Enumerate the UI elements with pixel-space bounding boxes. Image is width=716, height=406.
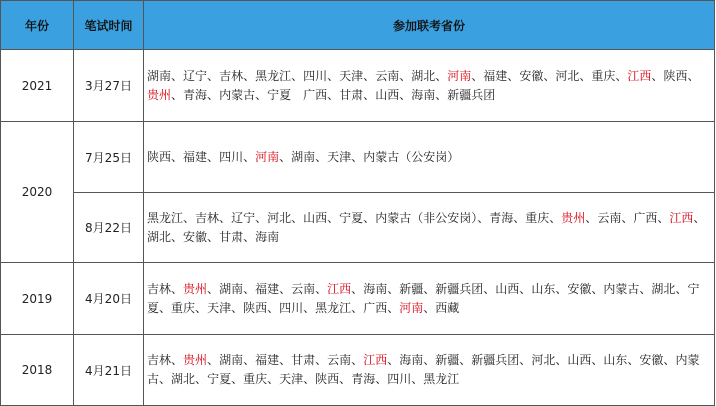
separator: 、 [243, 149, 256, 164]
separator: 、 [339, 372, 352, 386]
province-name: 四川 [303, 68, 328, 83]
separator: 、 [303, 372, 316, 386]
separator: 、 [159, 300, 172, 315]
separator: 、 [387, 300, 400, 315]
province-name: 宁夏 [147, 281, 700, 315]
province-name: 西藏 [435, 300, 460, 315]
province-name: 云南 [327, 353, 352, 367]
separator: 、 [171, 87, 184, 102]
province-name: 湖南 [219, 353, 244, 367]
separator: 、 [207, 229, 220, 244]
separator: 、 [363, 87, 376, 102]
separator: 、 [171, 149, 184, 164]
date-cell: 4月21日 [74, 335, 144, 406]
separator: 、 [507, 68, 520, 83]
separator: 、 [279, 353, 292, 367]
separator: 、 [195, 300, 208, 315]
separator: 、 [207, 68, 220, 83]
province-name: 贵州 [561, 210, 586, 225]
separator: 、 [423, 353, 436, 367]
separator: 、 [315, 281, 328, 296]
header-row [1, 1, 715, 50]
province-name: 四川 [387, 372, 412, 386]
province-name: 重庆 [525, 210, 550, 225]
separator: 、 [207, 87, 220, 102]
separator: 、 [231, 372, 244, 386]
separator: 、 [327, 210, 340, 225]
province-name: 重庆 [171, 300, 196, 315]
separator: 、 [621, 210, 634, 225]
province-name: 河南 [447, 68, 472, 83]
province-name: 江西 [669, 210, 694, 225]
province-name: 四川 [219, 149, 244, 164]
province-name: 广西 [633, 210, 658, 225]
separator: 、 [351, 149, 364, 164]
province-name: 甘肃 [219, 229, 244, 244]
table-row [1, 193, 715, 263]
province-name: 甘肃 [339, 87, 364, 102]
year-cell: 2021 [1, 50, 74, 122]
province-name: 辽宁 [183, 68, 208, 83]
province-name: 内蒙古（非公安岗） [375, 210, 478, 225]
table-row [1, 50, 715, 122]
separator: 、 [387, 353, 400, 367]
province-name: 福建 [255, 353, 280, 367]
province-name: 湖南 [291, 149, 316, 164]
province-name: 湖北 [147, 229, 172, 244]
separator: 、 [693, 210, 706, 225]
province-name: 青海 [351, 372, 376, 386]
province-name: 内蒙古 [147, 353, 700, 386]
province-name: 新疆 [399, 281, 424, 296]
separator: 、 [627, 353, 640, 367]
province-name: 河北 [555, 68, 580, 83]
province-name: 安徽 [639, 353, 664, 367]
separator: 、 [327, 87, 340, 102]
provinces-cell [144, 50, 715, 122]
separator: 、 [459, 353, 472, 367]
separator: 、 [171, 68, 184, 83]
separator: 、 [513, 210, 526, 225]
separator: 、 [663, 353, 676, 367]
separator: 、 [375, 372, 388, 386]
province-name: 安徽 [183, 229, 208, 244]
province-name: 湖北 [651, 281, 676, 296]
date-cell: 8月22日 [74, 193, 144, 263]
separator: 、 [267, 372, 280, 386]
separator: 、 [171, 353, 184, 367]
separator: 、 [171, 229, 184, 244]
province-name: 湖北 [411, 68, 436, 83]
province-name: 黑龙江 [315, 300, 352, 315]
separator: 、 [171, 281, 184, 296]
province-name: 陕西 [663, 68, 688, 83]
province-name: 福建 [483, 68, 508, 83]
separator: 、 [435, 68, 448, 83]
province-name: 青海 [489, 210, 514, 225]
separator: 、 [351, 353, 364, 367]
separator: 、 [399, 68, 412, 83]
province-name: 广西 [363, 300, 388, 315]
separator: 、 [555, 281, 568, 296]
province-name: 湖南 [147, 68, 172, 83]
separator: 、 [477, 210, 490, 225]
province-name: 山西 [303, 210, 328, 225]
province-name: 内蒙古 [603, 281, 640, 296]
separator: 、 [639, 281, 652, 296]
province-name: 安徽 [519, 68, 544, 83]
separator: 、 [243, 68, 256, 83]
header-exam-time: 笔试时间 [74, 1, 144, 50]
separator: 、 [255, 87, 268, 102]
date-cell: 4月20日 [74, 263, 144, 335]
province-name: 新疆兵团 [435, 281, 484, 296]
year-cell: 2018 [1, 335, 74, 406]
province-name: 贵州 [183, 353, 208, 367]
provinces-cell [144, 335, 715, 406]
separator: 、 [315, 149, 328, 164]
province-name: 内蒙古（公安岗） [363, 149, 460, 164]
separator: 、 [315, 353, 328, 367]
separator: 、 [687, 68, 700, 83]
header-year: 年份 [1, 1, 74, 50]
separator: 、 [399, 87, 412, 102]
separator: 、 [585, 210, 598, 225]
province-name: 吉林 [147, 281, 172, 296]
separator: 、 [423, 281, 436, 296]
province-name: 福建 [255, 281, 280, 296]
separator: 、 [387, 281, 400, 296]
province-name: 海南 [255, 229, 280, 244]
province-name: 辽宁 [231, 210, 256, 225]
separator: 、 [255, 210, 268, 225]
province-name: 江西 [363, 353, 388, 367]
province-name: 天津 [279, 372, 304, 386]
separator: 、 [435, 87, 448, 102]
province-name: 湖南 [219, 281, 244, 296]
province-name: 黑龙江 [423, 372, 460, 386]
province-name: 湖北 [171, 372, 196, 386]
separator: 、 [591, 353, 604, 367]
province-name: 新疆兵团 [471, 353, 520, 367]
province-name: 新疆 [435, 353, 460, 367]
province-name: 云南 [375, 68, 400, 83]
separator: 、 [291, 68, 304, 83]
province-name: 陕西 [243, 300, 268, 315]
province-name: 黑龙江 [255, 68, 292, 83]
province-name: 新疆兵团 [447, 87, 496, 102]
separator: 、 [207, 353, 220, 367]
separator: 、 [183, 210, 196, 225]
header-provinces: 参加联考省份 [144, 1, 715, 50]
separator: 、 [243, 353, 256, 367]
province-name: 天津 [207, 300, 232, 315]
separator: 、 [423, 300, 436, 315]
separator: 、 [279, 281, 292, 296]
separator: 、 [555, 353, 568, 367]
separator: 、 [591, 281, 604, 296]
province-name: 内蒙古 [219, 87, 256, 102]
separator: 、 [411, 372, 424, 386]
separator: 、 [675, 281, 688, 296]
province-name: 云南 [291, 281, 316, 296]
province-name: 吉林 [219, 68, 244, 83]
province-name: 重庆 [591, 68, 616, 83]
separator: 、 [543, 68, 556, 83]
separator: 、 [195, 372, 208, 386]
province-name: 宁夏 [267, 87, 292, 102]
separator [291, 88, 303, 102]
separator: 、 [471, 68, 484, 83]
separator: 、 [549, 210, 562, 225]
province-name: 广西 [303, 87, 328, 102]
province-name: 山西 [375, 87, 400, 102]
separator: 、 [243, 229, 256, 244]
separator: 、 [363, 210, 376, 225]
separator: 、 [363, 68, 376, 83]
province-name: 青海 [183, 87, 208, 102]
separator: 、 [519, 281, 532, 296]
province-name: 天津 [339, 68, 364, 83]
province-name: 黑龙江 [147, 210, 184, 225]
provinces-cell [144, 122, 715, 193]
province-name: 江西 [627, 68, 652, 83]
year-cell: 2019 [1, 263, 74, 335]
province-name: 河南 [399, 300, 424, 315]
province-name: 山东 [531, 281, 556, 296]
province-name: 贵州 [147, 87, 172, 102]
province-name: 陕西 [147, 149, 172, 164]
province-name: 陕西 [315, 372, 340, 386]
separator: 、 [219, 210, 232, 225]
province-name: 吉林 [147, 353, 172, 367]
province-name: 安徽 [567, 281, 592, 296]
province-name: 甘肃 [291, 353, 316, 367]
separator: 、 [327, 68, 340, 83]
province-name: 重庆 [243, 372, 268, 386]
separator: 、 [615, 68, 628, 83]
separator: 、 [267, 300, 280, 315]
separator: 、 [651, 68, 664, 83]
separator: 、 [519, 353, 532, 367]
separator: 、 [279, 149, 292, 164]
separator: 、 [243, 281, 256, 296]
province-name: 四川 [279, 300, 304, 315]
province-name: 河北 [531, 353, 556, 367]
province-name: 江西 [327, 281, 352, 296]
province-name: 福建 [183, 149, 208, 164]
province-name: 海南 [363, 281, 388, 296]
province-name: 河南 [255, 149, 280, 164]
separator: 、 [351, 281, 364, 296]
province-name: 贵州 [183, 281, 208, 296]
province-name: 河北 [267, 210, 292, 225]
separator: 、 [351, 300, 364, 315]
province-name: 海南 [411, 87, 436, 102]
separator: 、 [291, 210, 304, 225]
separator: 、 [579, 68, 592, 83]
province-name: 海南 [399, 353, 424, 367]
table-row [1, 335, 715, 406]
separator: 、 [483, 281, 496, 296]
separator: 、 [207, 281, 220, 296]
province-name: 宁夏 [339, 210, 364, 225]
separator: 、 [207, 149, 220, 164]
separator: 、 [231, 300, 244, 315]
provinces-cell [144, 193, 715, 263]
table-row [1, 263, 715, 335]
date-cell: 3月27日 [74, 50, 144, 122]
table-row [1, 122, 715, 193]
provinces-cell [144, 263, 715, 335]
province-name: 山西 [495, 281, 520, 296]
province-name: 宁夏 [207, 372, 232, 386]
province-name: 云南 [597, 210, 622, 225]
year-cell: 2020 [1, 122, 74, 263]
province-name: 山东 [603, 353, 628, 367]
date-cell: 7月25日 [74, 122, 144, 193]
province-name: 山西 [567, 353, 592, 367]
separator: 、 [303, 300, 316, 315]
separator: 、 [657, 210, 670, 225]
separator: 、 [159, 372, 172, 386]
province-name: 天津 [327, 149, 352, 164]
province-name: 吉林 [195, 210, 220, 225]
